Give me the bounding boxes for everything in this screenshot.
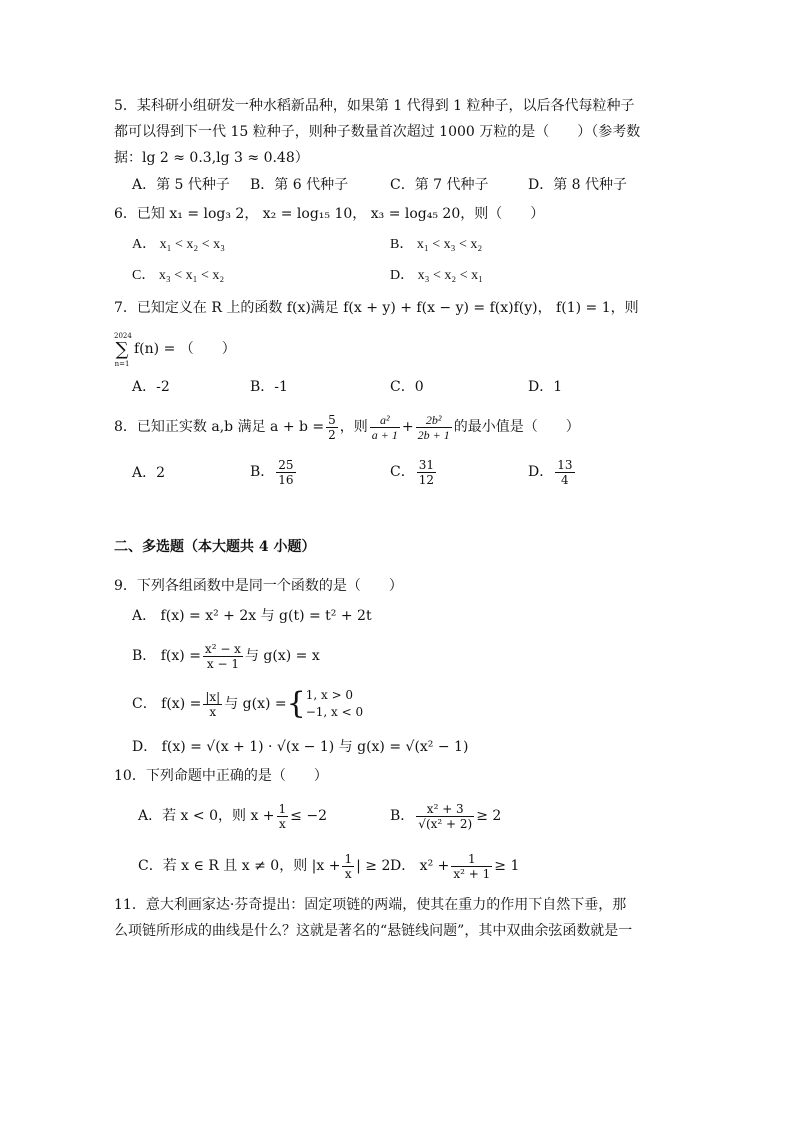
- q8-option-c: [390, 455, 438, 489]
- q10-optc-end: | ≥ 2: [356, 858, 391, 874]
- q9-optb-fraction: [203, 642, 243, 671]
- q7-option-b: B．-1: [250, 379, 288, 395]
- q10-opta-end: ≤ −2: [290, 808, 327, 824]
- q8-optc-denominator: 12: [418, 472, 434, 487]
- q5-line3: 据：lg 2 ≈ 0.3,lg 3 ≈ 0.48）: [114, 150, 309, 166]
- q8-frac3-numerator: 2b²: [416, 413, 452, 428]
- q8-option-b: [250, 455, 298, 489]
- q10-optc-start: C．若 x ∈ R 且 x ≠ 0，则 |x +: [138, 858, 341, 874]
- q9-optc-denominator: x: [209, 704, 217, 719]
- q8-option-d: [528, 455, 577, 489]
- q8-option-a: A．2: [132, 465, 166, 481]
- q7-stem: 7．已知定义在 R 上的函数 f(x)满足 f(x + y) + f(x − y) = f(x)f(y)， f(1) = 1，则: [114, 300, 639, 316]
- q8-fraction-5-2: [326, 413, 338, 442]
- q9-optc-start: C． f(x) =: [132, 696, 202, 712]
- q9-optc-mid: 与 g(x) =: [224, 696, 287, 712]
- q10-optc-fraction: [342, 852, 354, 881]
- q6-option-a: A． x₁ < x₂ < x₃: [132, 237, 226, 252]
- q6-option-d: D． x₃ < x₂ < x₁: [390, 268, 484, 283]
- q10-optd-start: D． x² +: [390, 858, 450, 874]
- q9-option-d: D． f(x) = √(x + 1) · √(x − 1) 与 g(x) = √(x² − 1): [132, 739, 469, 755]
- q8-optd-numerator: 13: [557, 457, 573, 472]
- q8-frac3-denominator: 2b + 1: [417, 427, 450, 442]
- q5-option-b: B．第 6 代种子: [250, 177, 349, 193]
- q9-optc-fraction: [203, 690, 222, 719]
- q8-stem-start: 8．已知正实数 a,b 满足 a + b =: [114, 419, 325, 435]
- q9-option-c: [132, 686, 363, 722]
- q8-stem-then: ，则: [339, 419, 368, 435]
- q8-option-d-fraction: [555, 458, 574, 487]
- q10-optd-numerator: 1: [451, 852, 492, 867]
- section-title-multiple-choice: 二、多选题（本大题共 4 小题）: [114, 539, 316, 555]
- q10-optc-numerator: 1: [344, 851, 353, 866]
- q8-optb-numerator: 25: [278, 457, 294, 472]
- q8-optb-denominator: 16: [278, 472, 294, 487]
- q8-option-b-label: B．: [250, 464, 275, 480]
- q9-optb-numerator: x² − x: [204, 641, 241, 656]
- q11-line1: 11．意大利画家达·芬奇提出：固定项链的两端，使其在重力的作用下自然下垂，那: [114, 897, 627, 913]
- q8-plus: +: [401, 419, 414, 435]
- q9-optc-numerator: |x|: [205, 689, 221, 704]
- q8-frac2-denominator: a + 1: [371, 427, 398, 442]
- q10-optd-denominator: x² + 1: [453, 866, 491, 881]
- q9-option-a: A． f(x) = x² + 2x 与 g(t) = t² + 2t: [132, 608, 372, 624]
- q11-line2: 么项链所形成的曲线是什么？这就是著名的“悬链线问题”，其中双曲余弦函数就是一: [114, 923, 633, 939]
- q10-optb-numerator: x² + 3: [416, 802, 474, 817]
- q10-option-c: [138, 848, 390, 884]
- q8-option-d-label: D．: [528, 464, 554, 480]
- q9-option-b: [132, 638, 320, 674]
- q5-line2: 都可以得到下一代 15 粒种子，则种子数量首次超过 1000 万粒的是（ ）（参考数: [114, 124, 641, 140]
- q8-option-c-label: C．: [390, 464, 415, 480]
- q7-option-a: A．-2: [132, 379, 170, 395]
- q6-option-c: C． x₃ < x₁ < x₂: [132, 268, 225, 283]
- q10-optd-fraction: [451, 852, 492, 881]
- q9-optb-denominator: x − 1: [206, 656, 239, 671]
- q7-option-c: C．0: [390, 379, 424, 395]
- q8-frac2-numerator: a²: [370, 413, 400, 428]
- q6-stem: 6．已知 x₁ = log₃ 2， x₂ = log₁₅ 10， x₃ = log₄₅ 20，则（ ）: [114, 206, 545, 222]
- q10-opta-numerator: 1: [278, 801, 287, 816]
- q9-optc-cases: [306, 687, 363, 721]
- q10-optb-fraction: [416, 802, 474, 831]
- q9-optb-end: 与 g(x) = x: [244, 648, 320, 664]
- q10-opta-start: A．若 x < 0，则 x +: [138, 808, 275, 824]
- q7-option-d: D．1: [528, 379, 563, 395]
- q8-fraction-a: [370, 413, 400, 442]
- q10-optd-end: ≥ 1: [494, 858, 520, 874]
- q9-optc-case2: −1, x < 0: [305, 705, 364, 719]
- q9-optc-case1: 1, x > 0: [305, 688, 354, 702]
- q9-optc-brace: {: [286, 686, 306, 721]
- q10-optc-denominator: x: [344, 866, 352, 881]
- q10-optb-denominator: √(x² + 2): [418, 816, 473, 831]
- q5-option-d: D．第 8 代种子: [528, 177, 628, 193]
- q7-sum-lower: n=1: [114, 360, 130, 368]
- q8-stem-end: 的最小值是（ ）: [453, 419, 580, 435]
- q10-option-d: [390, 848, 519, 884]
- q10-option-b: [390, 798, 501, 834]
- q7-sum-expression: f(n) = （ ）: [134, 341, 236, 357]
- q8-optd-denominator: 4: [561, 472, 569, 487]
- q10-optb-end: ≥ 2: [476, 808, 502, 824]
- q9-stem: 9．下列各组函数中是同一个函数的是（ ）: [114, 578, 403, 594]
- q5-option-a: A．第 5 代种子: [132, 177, 230, 193]
- q10-optb-start: B．: [390, 808, 415, 824]
- q8-optc-numerator: 31: [418, 457, 434, 472]
- q7-sum-upper: 2024: [114, 332, 132, 340]
- q5-line1: 5．某科研小组研发一种水稻新品种，如果第 1 代得到 1 粒种子，以后各代每粒种子: [114, 98, 635, 114]
- q8-stem: [114, 410, 580, 444]
- q8-fraction-b: [416, 413, 452, 442]
- q7-summation: [114, 330, 130, 370]
- q8-option-c-fraction: [417, 458, 436, 487]
- q10-opta-denominator: x: [278, 816, 286, 831]
- q8-option-b-fraction: [276, 458, 295, 487]
- q6-option-b: B． x₁ < x₃ < x₂: [390, 237, 483, 252]
- q10-stem: 10．下列命题中正确的是（ ）: [114, 768, 328, 784]
- q8-frac1-numerator: 5: [328, 412, 336, 427]
- q10-option-a: [138, 798, 327, 834]
- q9-optb-start: B． f(x) =: [132, 648, 201, 664]
- q8-frac1-denominator: 2: [328, 427, 336, 442]
- sigma-symbol: ∑: [115, 339, 129, 360]
- q5-option-c: C．第 7 代种子: [390, 177, 489, 193]
- q10-opta-fraction: [277, 802, 289, 831]
